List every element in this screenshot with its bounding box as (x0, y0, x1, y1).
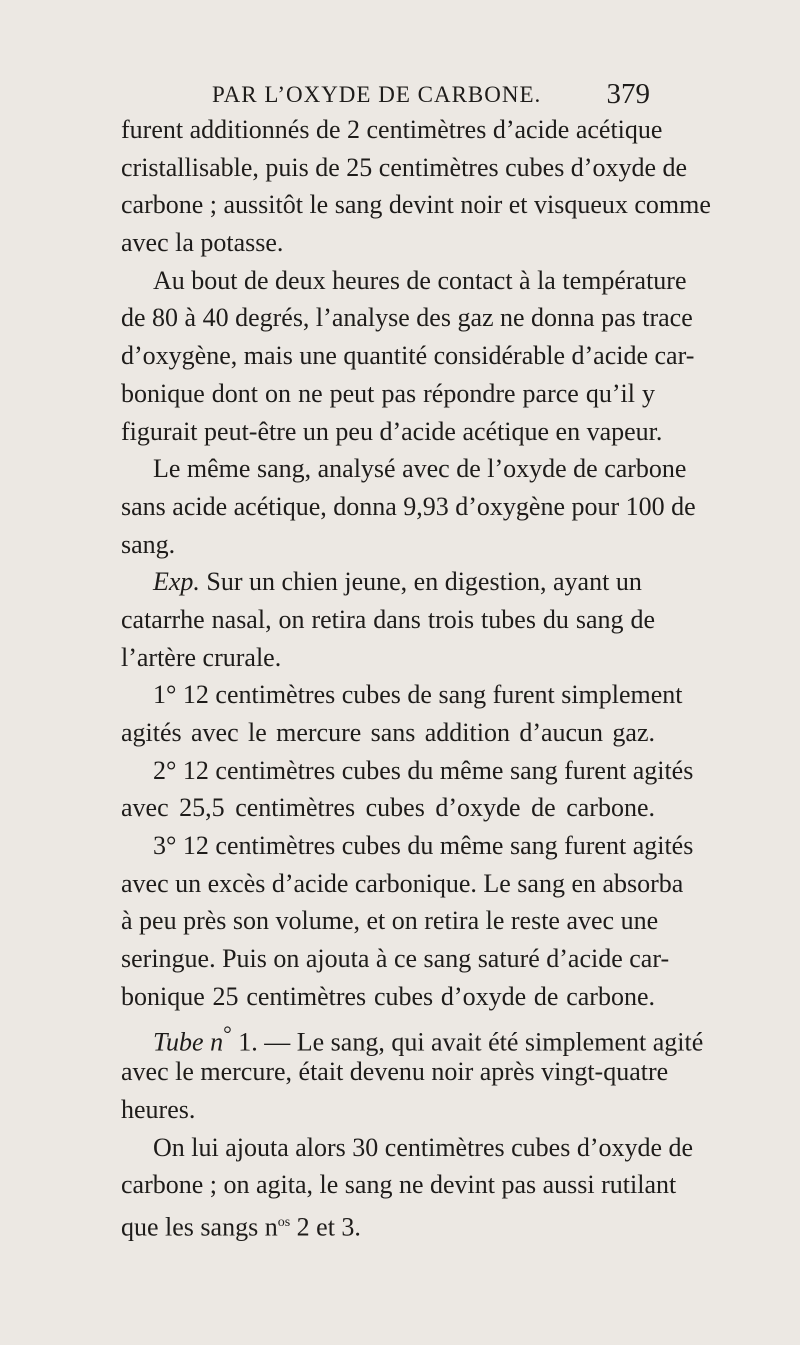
text-fragment: 2 et 3. (290, 1212, 361, 1242)
text-line (121, 1204, 655, 1242)
text-line: sang. (121, 529, 176, 559)
text-line: avec le mercure, était devenu noir après vingt-quatre (121, 1057, 669, 1087)
text-line (121, 1016, 704, 1057)
text-line: d’oxygène, mais une quantité considérable d’acide car- (121, 341, 695, 371)
text-line: cristallisable, puis de 25 centimètres cubes d’oxyde de (121, 152, 688, 182)
text-line: 3° 12 centimètres cubes du même sang furent agités (153, 831, 694, 861)
text-line: bonique dont on ne peut pas répondre parce qu’il y (121, 378, 655, 408)
text-line: avec un excès d’acide carbonique. Le sang en absorba (121, 868, 684, 898)
text-line: Au bout de deux heures de contact à la température (153, 265, 687, 295)
text-line: à peu près son volume, et on retira le reste avec une (121, 906, 659, 936)
text-line: l’artère crurale. (121, 642, 282, 672)
text-line: Le même sang, analysé avec de l’oxyde de carbone (153, 454, 687, 484)
text-line: agités avec le mercure sans addition d’aucun gaz. (121, 718, 655, 747)
text-fragment: Sur un chien jeune, en digestion, ayant un (206, 567, 642, 597)
body-text (121, 111, 711, 1242)
text-line: catarrhe nasal, on retira dans trois tubes du sang de (121, 604, 655, 634)
running-title: PAR L’OXYDE DE CARBONE. (212, 82, 542, 107)
text-line: avec 25,5 centimètres cubes d’oxyde de carbone. (121, 793, 655, 823)
running-header (120, 78, 650, 114)
text-line: de 80 à 40 degrés, l’analyse des gaz ne donna pas trace (121, 303, 693, 333)
text-line: heures. (121, 1094, 196, 1124)
text-line: furent additionnés de 2 centimètres d’acide acétique (121, 115, 663, 144)
italic-tube: Tube n (153, 1027, 224, 1057)
page-number: 379 (606, 78, 650, 110)
text-line: figurait peut-être un peu d’acide acétique en vapeur. (121, 416, 663, 446)
text-line: 2° 12 centimètres cubes du même sang furent agités (153, 755, 694, 785)
text-line: carbone ; aussitôt le sang devint noir et visqueux comme (121, 190, 711, 220)
italic-exp: Exp. (153, 567, 200, 597)
text-line: carbone ; on agita, le sang ne devint pas aussi rutilant (121, 1170, 677, 1200)
text-fragment: que les sangs n (121, 1212, 278, 1242)
text-line: avec la potasse. (121, 228, 284, 258)
text-line: seringue. Puis on ajouta à ce sang saturé d’acide car- (121, 944, 670, 974)
text-fragment: 1. — Le sang, qui avait été simplement agité (231, 1027, 704, 1057)
text-line: sans acide acétique, donna 9,93 d’oxygène pour 100 de (121, 491, 696, 521)
text-line: On lui ajouta alors 30 centimètres cubes d’oxyde de (153, 1132, 694, 1162)
text-line: 1° 12 centimètres cubes de sang furent simplement (153, 680, 683, 710)
degree-superscript: ° (223, 1021, 232, 1046)
text-line (121, 563, 655, 601)
text-line: bonique 25 centimètres cubes d’oxyde de carbone. (121, 981, 655, 1011)
nos-superscript: os (277, 1214, 291, 1230)
